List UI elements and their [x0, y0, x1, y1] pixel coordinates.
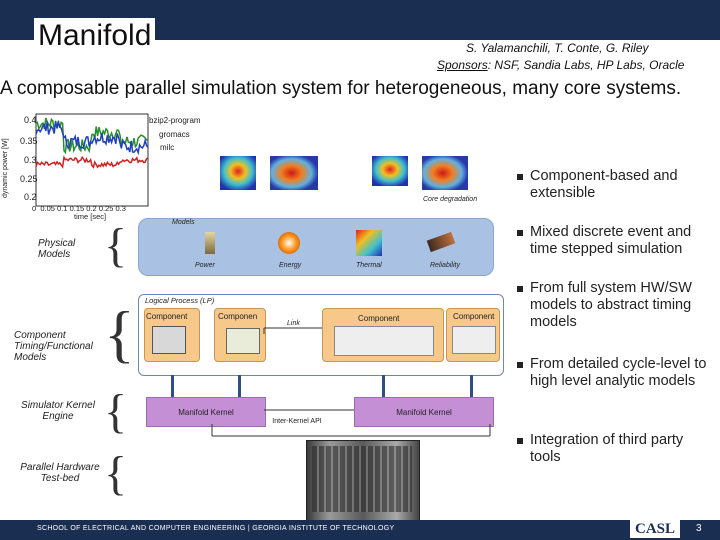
link-lines	[138, 294, 502, 374]
xtick: 0.1	[57, 204, 68, 213]
bullet-2: Mixed discrete event and time stepped simulation	[530, 224, 692, 257]
power-model-icon	[205, 232, 215, 254]
page-number: 3	[696, 523, 702, 534]
kernel-connector	[206, 396, 496, 442]
bullet-3: From full system HW/SW models to abstract timing models	[530, 280, 692, 330]
slide-title: Manifold	[34, 18, 155, 54]
xtick: 0.2	[86, 204, 97, 213]
bullet-marker	[517, 174, 523, 180]
ytick-0.35: 0.35	[20, 136, 38, 146]
plot-ylabel: dynamic power [W]	[2, 138, 9, 198]
xtick: 0.3	[115, 204, 126, 213]
heatmap-4	[422, 156, 468, 190]
bullet-marker	[517, 438, 523, 444]
component-label-4: Component	[453, 312, 495, 321]
component-label-2: Componen	[218, 312, 258, 321]
heatmap-3	[372, 156, 408, 186]
model-power: Power	[195, 262, 215, 269]
bullet-marker	[517, 286, 523, 292]
legend-milc: milc	[160, 143, 175, 152]
bullet-4: From detailed cycle-level to high level analytic models	[530, 356, 707, 389]
footer-text: SCHOOL OF ELECTRICAL AND COMPUTER ENGINEERING | GEORGIA INSTITUTE OF TECHNOLOGY	[37, 525, 395, 532]
server-blades	[312, 446, 412, 512]
model-energy: Energy	[279, 262, 302, 269]
brace-component: {	[104, 298, 135, 369]
plot-xlabel: time [sec]	[74, 212, 107, 221]
brace-physical: {	[104, 219, 128, 272]
arrow-2	[238, 375, 241, 397]
simulator-kernel-label: Simulator Kernel Engine	[21, 400, 95, 422]
brace-kernel: {	[104, 385, 128, 438]
heatmap-1	[220, 156, 256, 190]
bullet-5: Integration of third party tools	[530, 432, 684, 465]
bullet-1: Component-based and extensible	[530, 168, 678, 201]
xtick: 0.15	[69, 204, 85, 213]
manifold-kernel-left: Manifold Kernel	[146, 397, 266, 427]
inter-kernel-api-label: Inter-Kernel API	[272, 418, 322, 425]
ytick-0.4: 0.4	[24, 115, 37, 125]
ytick-0.25: 0.25	[20, 174, 38, 184]
arrow-4	[470, 375, 473, 397]
heatmap-2	[270, 156, 318, 190]
bullet-marker	[517, 362, 523, 368]
ytick-0.2: 0.2	[24, 192, 37, 202]
sponsors-list: : NSF, Sandia Labs, HP Labs, Oracle	[487, 58, 685, 72]
legend-bzip2: bzip2-program	[149, 116, 201, 125]
energy-model-icon	[278, 232, 300, 254]
lp-label: Logical Process (LP)	[145, 296, 215, 305]
ytick-0.3: 0.3	[24, 155, 37, 165]
plot-ylabel-wrap	[2, 118, 14, 198]
component-label-3: Component	[358, 314, 400, 323]
arrow-3	[382, 375, 385, 397]
component-timing-label: Component Timing/Functional Models	[14, 330, 93, 363]
brace-hardware: {	[104, 447, 128, 500]
slide-subtitle: A composable parallel simulation system for heterogeneous, many core systems.	[0, 78, 682, 99]
bullet-marker	[517, 230, 523, 236]
xtick: 0.25	[98, 204, 114, 213]
model-reliability: Reliability	[430, 262, 460, 269]
casl-logo: CASL	[630, 520, 680, 538]
parallel-hardware-label: Parallel Hardware Test-bed	[20, 462, 100, 484]
sponsors-text	[437, 58, 684, 72]
arrow-1	[171, 375, 174, 397]
core-degradation-label: Core degradation	[423, 196, 478, 203]
model-thermal: Thermal	[356, 262, 382, 269]
thermal-model-icon	[356, 230, 382, 256]
manifold-kernel-right: Manifold Kernel	[354, 397, 494, 427]
component-label-1: Component	[146, 312, 188, 321]
authors-text: S. Yalamanchili, T. Conte, G. Riley	[466, 41, 649, 55]
link-label: Link	[287, 320, 300, 327]
xtick: 0	[32, 204, 37, 213]
physical-models-label: Physical Models	[38, 238, 76, 260]
legend-gromacs: gromacs	[159, 130, 190, 139]
xtick: 0.05	[40, 204, 55, 213]
models-label: Models	[172, 219, 195, 226]
sponsors-label: Sponsors	[437, 58, 488, 72]
